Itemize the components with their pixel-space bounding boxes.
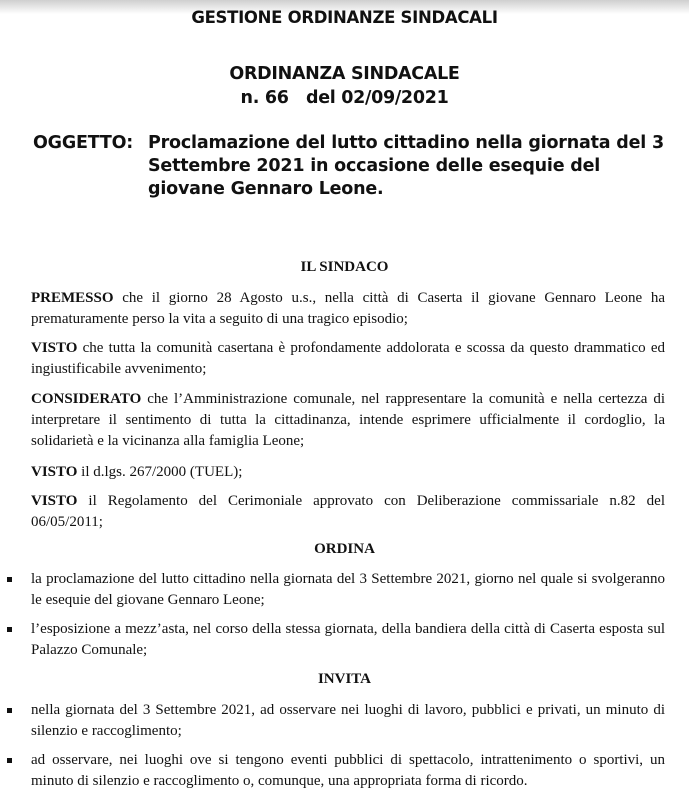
order-text: la proclamazione del lutto cittadino nella giornata del 3 Settembre 2021, giorno nel quale si svolgeranno le esequie del giovane Gennaro Leone;	[31, 571, 665, 608]
order-item	[31, 619, 665, 661]
recital-visto-3	[31, 491, 665, 533]
authority-heading: IL SINDACO	[300, 259, 389, 275]
order-text: l’esposizione a mezz’asta, nel corso della stessa giornata, della bandiera della città di Caserta esposta sul Palazzo Comunale;	[31, 621, 665, 658]
invitations-heading: INVITA	[317, 671, 372, 687]
recital-visto-1	[31, 338, 665, 380]
invitation-item	[31, 750, 665, 792]
recital-text: che l’Amministrazione comunale, nel rappresentare la comunità e nella certezza di interpretare il sentimento di tutta la cittadinanza, intende esprimere ufficialmente il cordoglio, la solidarietà e la vicinanza alla famiglia Leone;	[31, 391, 665, 449]
subject-label: OGGETTO:	[33, 133, 134, 153]
recital-text: il d.lgs. 267/2000 (TUEL);	[77, 464, 243, 480]
recital-text: che tutta la comunità casertana è profondamente addolorata e scossa da questo drammatico ed ingiustificabile avvenimento;	[31, 340, 665, 377]
recital-premesso	[31, 288, 665, 330]
recital-text: il Regolamento del Cerimoniale approvato con Deliberazione commissariale n.82 del 06/05/2011;	[31, 493, 665, 530]
recital-considerato	[31, 389, 665, 452]
invitation-item	[31, 700, 665, 742]
ordinance-number-date: n. 66 del 02/09/2021	[240, 88, 449, 108]
recital-keyword: VISTO	[31, 464, 78, 480]
invitation-text: nella giornata del 3 Settembre 2021, ad osservare nei luoghi di lavoro, pubblici e privati, un minuto di silenzio e raccoglimento;	[31, 702, 665, 739]
subject-text: Proclamazione del lutto cittadino nella giornata del 3 Settembre 2021 in occasione delle esequie del giovane Gennaro Leone.	[148, 133, 664, 199]
recital-keyword: VISTO	[31, 340, 78, 356]
recital-keyword: VISTO	[31, 493, 78, 509]
office-heading: GESTIONE ORDINANZE SINDACALI	[191, 8, 498, 27]
bullet-icon	[7, 627, 12, 632]
recital-text: che il giorno 28 Agosto u.s., nella città di Caserta il giovane Gennaro Leone ha prematuramente perso la vita a seguito di una tragico episodio;	[31, 290, 665, 327]
bullet-icon	[7, 758, 12, 763]
bullet-icon	[7, 708, 12, 713]
recital-visto-2	[31, 462, 665, 483]
order-item	[31, 569, 665, 611]
orders-heading: ORDINA	[314, 541, 375, 557]
ordinance-type: ORDINANZA SINDACALE	[229, 64, 460, 84]
recital-keyword: PREMESSO	[31, 290, 114, 306]
invitation-text: ad osservare, nei luoghi ove si tengono eventi pubblici di spettacolo, intrattenimento o sportivi, un minuto di silenzio e raccoglimento o, comunque, una appropriata forma di ricordo.	[31, 752, 665, 789]
recital-keyword: CONSIDERATO	[31, 391, 142, 407]
bullet-icon	[7, 577, 12, 582]
ordinance-heading	[0, 62, 689, 110]
